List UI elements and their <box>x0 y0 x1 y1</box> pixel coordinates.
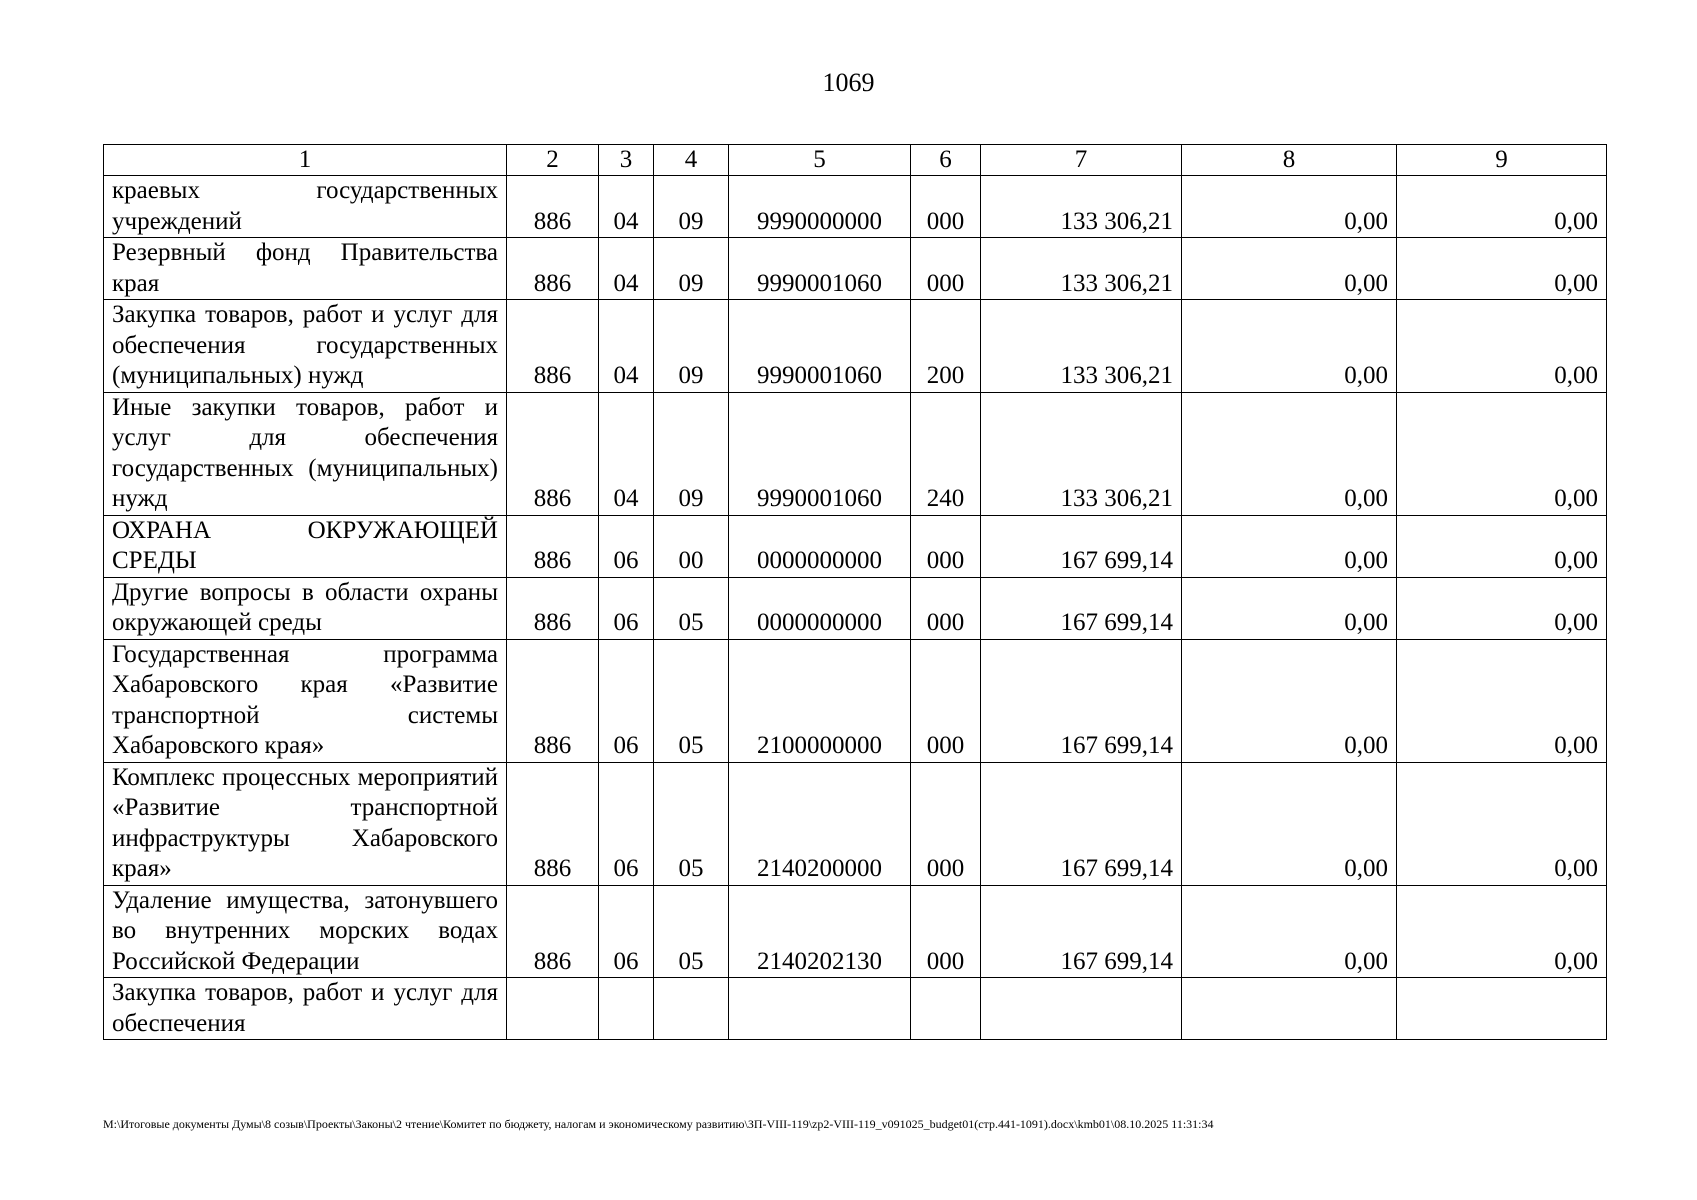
cell-vr: 000 <box>911 885 981 978</box>
cell-gr: 886 <box>507 639 599 762</box>
row-name: ОХРАНА ОКРУЖАЮЩЕЙ СРЕДЫ <box>104 515 507 577</box>
cell-gr <box>507 978 599 1040</box>
cell-sum-7: 167 699,14 <box>981 762 1182 885</box>
cell-csr: 0000000000 <box>729 515 911 577</box>
cell-pr: 00 <box>654 515 729 577</box>
cell-csr: 9990001060 <box>729 238 911 300</box>
cell-csr: 9990001060 <box>729 300 911 393</box>
cell-vr: 000 <box>911 515 981 577</box>
cell-vr: 000 <box>911 238 981 300</box>
cell-rz: 04 <box>599 238 654 300</box>
cell-sum-9: 0,00 <box>1397 577 1607 639</box>
cell-csr: 9990001060 <box>729 392 911 515</box>
cell-gr: 886 <box>507 392 599 515</box>
table-row <box>104 885 1607 978</box>
header-cell-8: 8 <box>1182 145 1397 176</box>
cell-gr: 886 <box>507 885 599 978</box>
cell-sum-8 <box>1182 978 1397 1040</box>
cell-pr <box>654 978 729 1040</box>
cell-csr <box>729 978 911 1040</box>
cell-sum-9: 0,00 <box>1397 515 1607 577</box>
cell-csr: 2140200000 <box>729 762 911 885</box>
cell-gr: 886 <box>507 238 599 300</box>
cell-sum-8: 0,00 <box>1182 238 1397 300</box>
cell-pr: 05 <box>654 885 729 978</box>
cell-rz: 04 <box>599 300 654 393</box>
cell-sum-9: 0,00 <box>1397 762 1607 885</box>
cell-sum-8: 0,00 <box>1182 392 1397 515</box>
cell-rz: 06 <box>599 577 654 639</box>
cell-sum-8: 0,00 <box>1182 176 1397 238</box>
row-name: Комплекс процессных мероприятий «Развитие транспортной инфраструктуры Хабаровского края» <box>104 762 507 885</box>
table-row <box>104 762 1607 885</box>
table-row <box>104 238 1607 300</box>
cell-vr: 240 <box>911 392 981 515</box>
cell-vr <box>911 978 981 1040</box>
table-row <box>104 300 1607 393</box>
cell-sum-7: 133 306,21 <box>981 300 1182 393</box>
table-row <box>104 978 1607 1040</box>
cell-pr: 05 <box>654 762 729 885</box>
cell-sum-9: 0,00 <box>1397 885 1607 978</box>
cell-sum-8: 0,00 <box>1182 885 1397 978</box>
cell-pr: 09 <box>654 176 729 238</box>
header-cell-5: 5 <box>729 145 911 176</box>
cell-rz: 04 <box>599 392 654 515</box>
table-row <box>104 515 1607 577</box>
cell-rz <box>599 978 654 1040</box>
cell-sum-7: 167 699,14 <box>981 577 1182 639</box>
cell-gr: 886 <box>507 577 599 639</box>
table-row <box>104 392 1607 515</box>
table-row <box>104 639 1607 762</box>
budget-table <box>103 144 1607 1040</box>
cell-sum-7: 167 699,14 <box>981 639 1182 762</box>
cell-sum-9: 0,00 <box>1397 639 1607 762</box>
cell-csr: 2100000000 <box>729 639 911 762</box>
cell-sum-8: 0,00 <box>1182 639 1397 762</box>
page-number: 1069 <box>822 68 875 97</box>
cell-sum-9: 0,00 <box>1397 238 1607 300</box>
table-row <box>104 176 1607 238</box>
cell-gr: 886 <box>507 176 599 238</box>
cell-gr: 886 <box>507 515 599 577</box>
cell-vr: 000 <box>911 577 981 639</box>
cell-sum-8: 0,00 <box>1182 762 1397 885</box>
header-cell-7: 7 <box>981 145 1182 176</box>
cell-rz: 04 <box>599 176 654 238</box>
header-cell-6: 6 <box>911 145 981 176</box>
cell-sum-9: 0,00 <box>1397 176 1607 238</box>
cell-sum-8: 0,00 <box>1182 300 1397 393</box>
footer-file-path: M:\Итоговые документы Думы\8 созыв\Проекты\Законы\2 чтение\Комитет по бюджету, налогам и экономическому развитию\ЗП-VIII-119\zp2-VIII-119_v091025_budget01(стр.441-1091).docx\kmb01\08.10.2025 11:31:34 <box>103 1117 1214 1131</box>
cell-sum-7 <box>981 978 1182 1040</box>
row-name: Резервный фонд Правительства края <box>104 238 507 300</box>
header-row <box>104 145 1607 176</box>
cell-sum-7: 167 699,14 <box>981 515 1182 577</box>
row-name: Государственная программа Хабаровского края «Развитие транспортной системы Хабаровского края» <box>104 639 507 762</box>
cell-rz: 06 <box>599 515 654 577</box>
cell-pr: 05 <box>654 577 729 639</box>
row-name: Закупка товаров, работ и услуг для обеспечения <box>104 978 507 1040</box>
cell-pr: 09 <box>654 392 729 515</box>
cell-sum-9: 0,00 <box>1397 300 1607 393</box>
cell-vr: 200 <box>911 300 981 393</box>
row-name: Другие вопросы в области охраны окружающей среды <box>104 577 507 639</box>
header-cell-1: 1 <box>104 145 507 176</box>
cell-sum-7: 133 306,21 <box>981 176 1182 238</box>
cell-vr: 000 <box>911 639 981 762</box>
cell-sum-9: 0,00 <box>1397 392 1607 515</box>
cell-sum-7: 167 699,14 <box>981 885 1182 978</box>
header-cell-9: 9 <box>1397 145 1607 176</box>
cell-gr: 886 <box>507 762 599 885</box>
cell-vr: 000 <box>911 762 981 885</box>
row-name: краевых государственных учреждений <box>104 176 507 238</box>
header-cell-4: 4 <box>654 145 729 176</box>
header-cell-3: 3 <box>599 145 654 176</box>
cell-sum-9 <box>1397 978 1607 1040</box>
cell-pr: 05 <box>654 639 729 762</box>
row-name: Удаление имущества, затонувшего во внутренних морских водах Российской Федерации <box>104 885 507 978</box>
cell-csr: 9990000000 <box>729 176 911 238</box>
cell-vr: 000 <box>911 176 981 238</box>
cell-rz: 06 <box>599 762 654 885</box>
cell-sum-7: 133 306,21 <box>981 238 1182 300</box>
cell-csr: 2140202130 <box>729 885 911 978</box>
row-name: Закупка товаров, работ и услуг для обеспечения государственных (муниципальных) нужд <box>104 300 507 393</box>
table-row <box>104 577 1607 639</box>
cell-gr: 886 <box>507 300 599 393</box>
cell-sum-8: 0,00 <box>1182 515 1397 577</box>
cell-pr: 09 <box>654 238 729 300</box>
cell-csr: 0000000000 <box>729 577 911 639</box>
cell-rz: 06 <box>599 885 654 978</box>
row-name: Иные закупки товаров, работ и услуг для обеспечения государственных (муниципальных) нужд <box>104 392 507 515</box>
header-cell-2: 2 <box>507 145 599 176</box>
cell-pr: 09 <box>654 300 729 393</box>
cell-rz: 06 <box>599 639 654 762</box>
cell-sum-8: 0,00 <box>1182 577 1397 639</box>
cell-sum-7: 133 306,21 <box>981 392 1182 515</box>
